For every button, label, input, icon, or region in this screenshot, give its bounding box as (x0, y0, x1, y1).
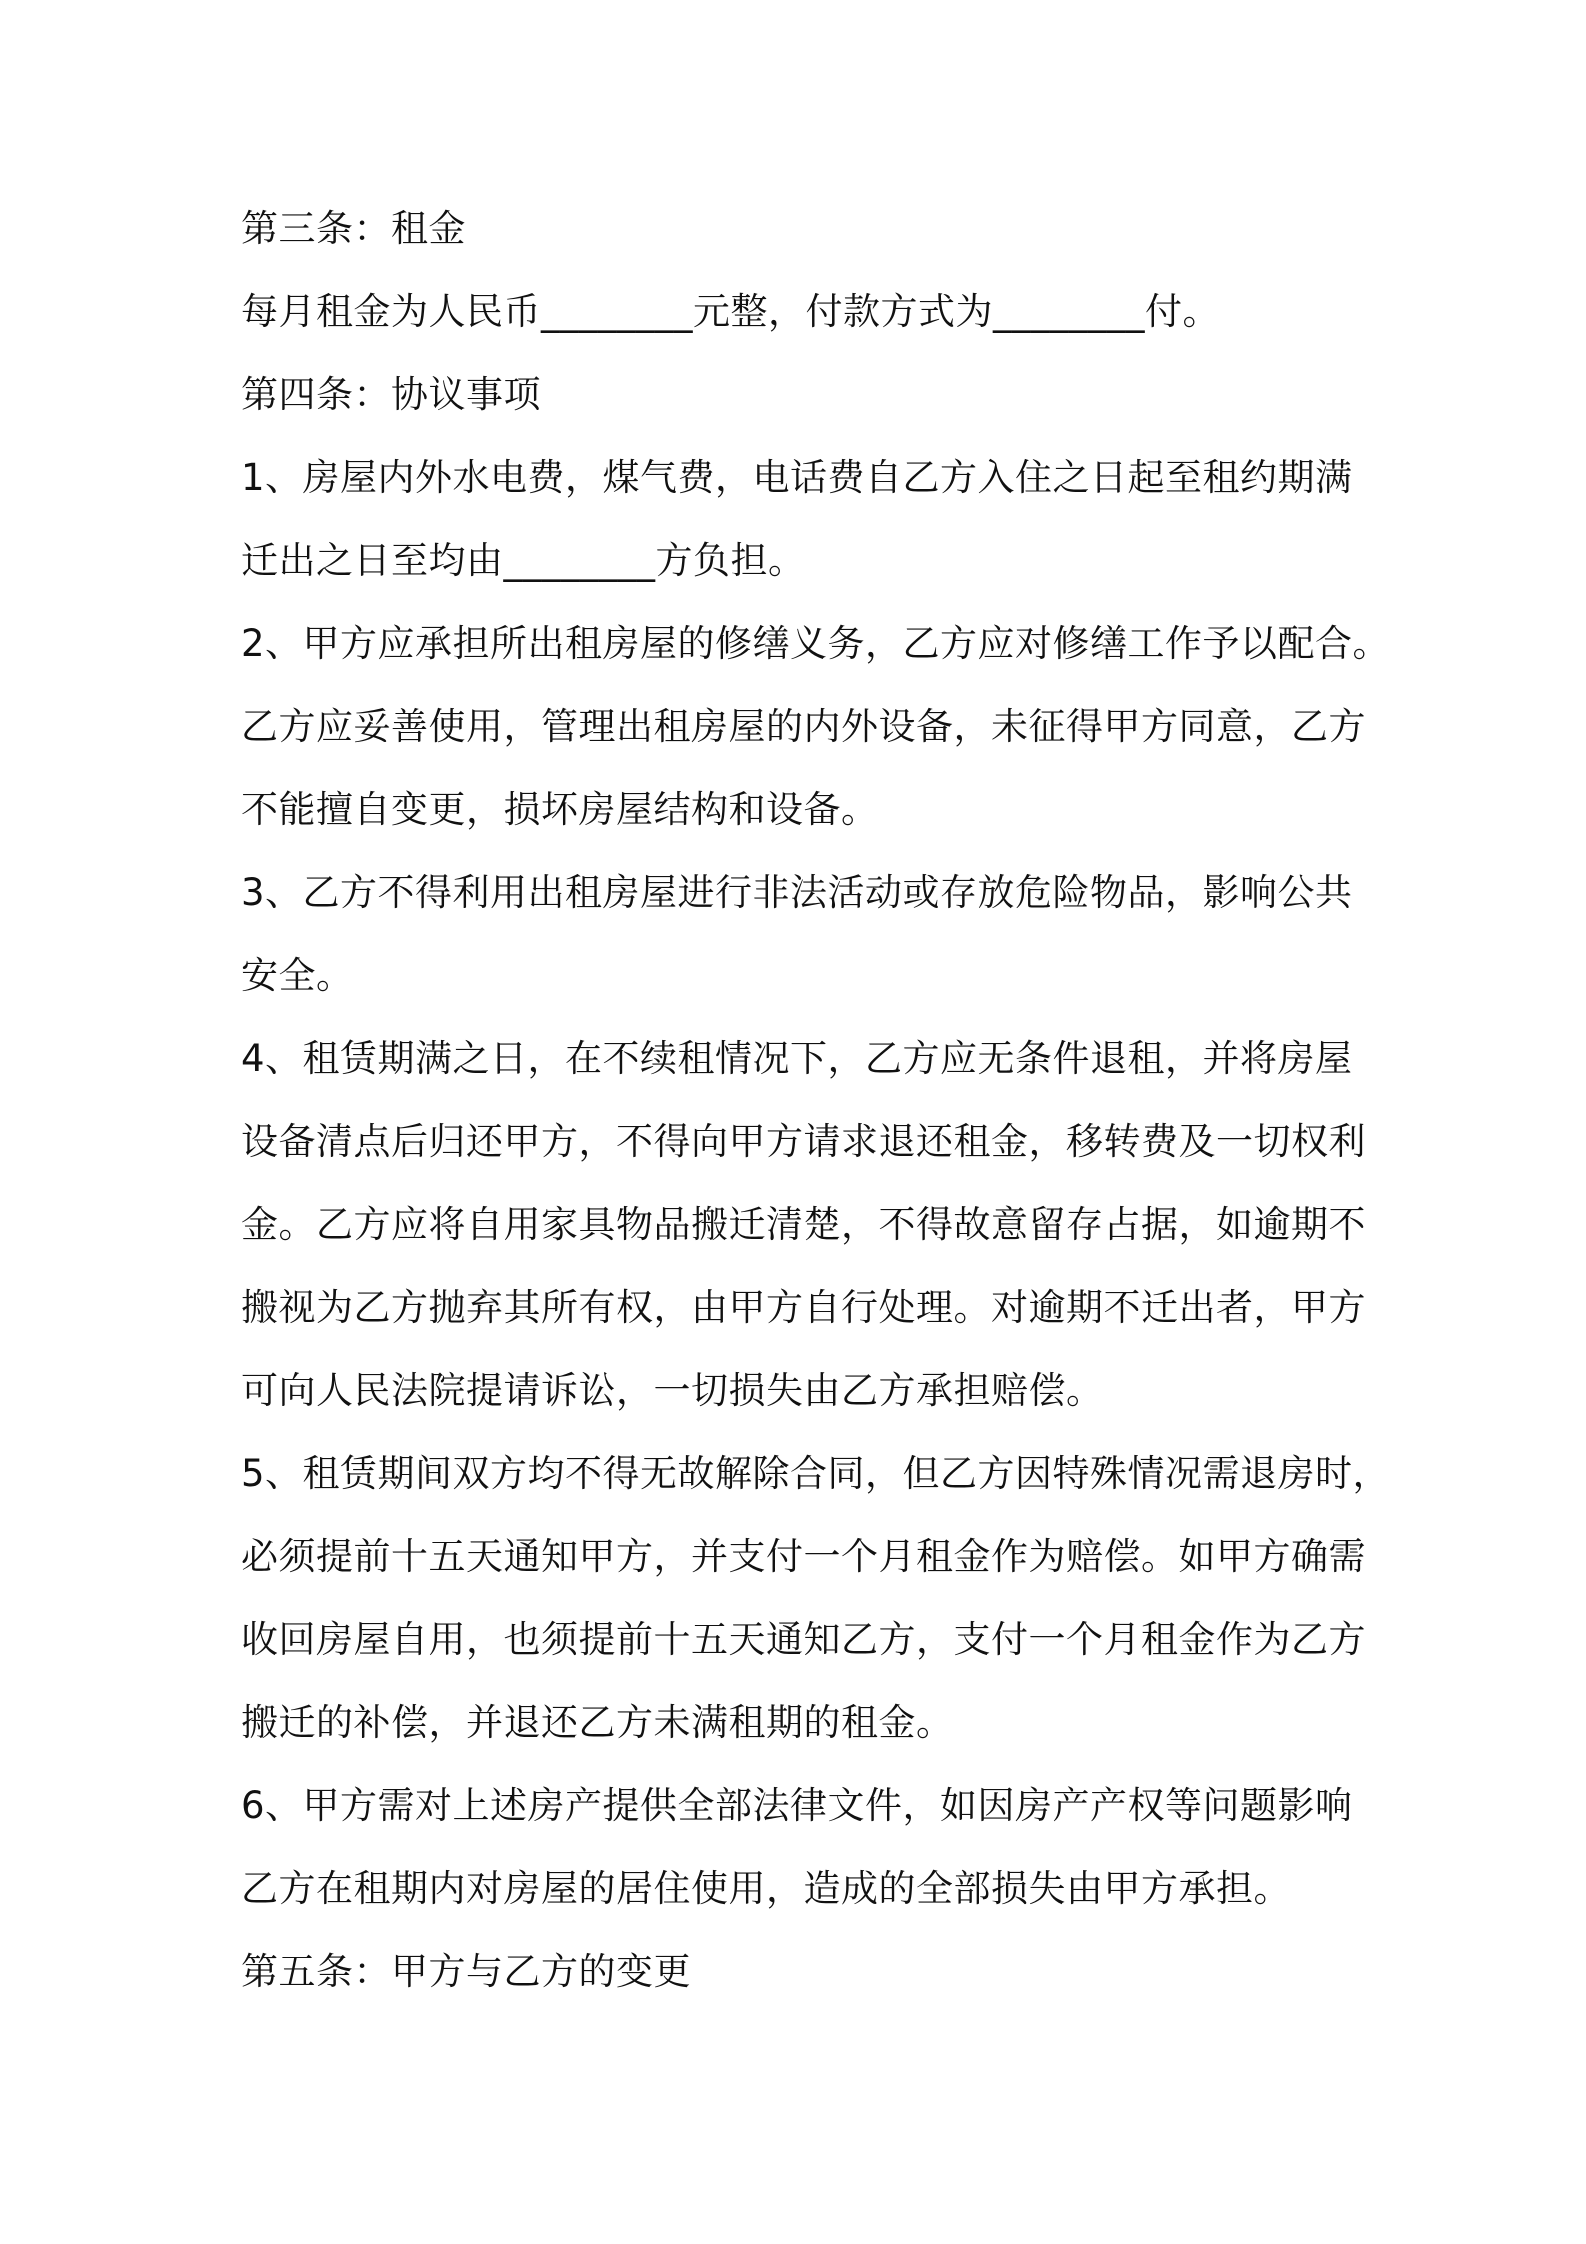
clause-3-line-2: 安全。 (241, 954, 354, 997)
clause-5-line-2: 必须提前十五天通知甲方，并支付一个月租金作为赔偿。如甲方确需 (241, 1535, 1366, 1578)
clause-2-line-1: 2、甲方应承担所出租房屋的修缮义务，乙方应对修缮工作予以配合。 (241, 622, 1391, 665)
clause-4-line-5: 可向人民法院提请诉讼，一切损失由乙方承担赔偿。 (241, 1369, 1104, 1412)
clause-4-line-2: 设备清点后归还甲方，不得向甲方请求退还租金，移转费及一切权利 (241, 1120, 1366, 1163)
clause-4-line-1: 4、租赁期满之日，在不续租情况下，乙方应无条件退租，并将房屋 (241, 1037, 1353, 1080)
article-3-heading: 第三条：租金 (241, 207, 466, 250)
clause-5-line-3: 收回房屋自用，也须提前十五天通知乙方，支付一个月租金作为乙方 (241, 1618, 1366, 1661)
clause-6-line-2: 乙方在租期内对房屋的居住使用，造成的全部损失由甲方承担。 (241, 1867, 1291, 1910)
clause-2-line-3: 不能擅自变更，损坏房屋结构和设备。 (241, 788, 879, 831)
clause-6-line-1: 6、甲方需对上述房产提供全部法律文件，如因房产产权等问题影响 (241, 1784, 1353, 1827)
clause-5-line-1: 5、租赁期间双方均不得无故解除合同，但乙方因特殊情况需退房时， (241, 1452, 1391, 1495)
clause-2-line-2: 乙方应妥善使用，管理出租房屋的内外设备，未征得甲方同意，乙方 (241, 705, 1366, 748)
clause-3-line-1: 3、乙方不得利用出租房屋进行非法活动或存放危险物品，影响公共 (241, 871, 1353, 914)
clause-1-line-1: 1、房屋内外水电费，煤气费，电话费自乙方入住之日起至租约期满 (241, 456, 1353, 499)
clause-4-line-3: 金。乙方应将自用家具物品搬迁清楚，不得故意留存占据，如逾期不 (241, 1203, 1366, 1246)
clause-4-line-4: 搬视为乙方抛弃其所有权，由甲方自行处理。对逾期不迁出者，甲方 (241, 1286, 1366, 1329)
clause-5-line-4: 搬迁的补偿，并退还乙方未满租期的租金。 (241, 1701, 954, 1744)
rent-amount-clause: 每月租金为人民币________元整，付款方式为________付。 (241, 290, 1220, 333)
clause-1-line-2: 迁出之日至均由________方负担。 (241, 539, 806, 582)
article-5-heading: 第五条：甲方与乙方的变更 (241, 1950, 691, 1993)
article-4-heading: 第四条：协议事项 (241, 373, 541, 416)
